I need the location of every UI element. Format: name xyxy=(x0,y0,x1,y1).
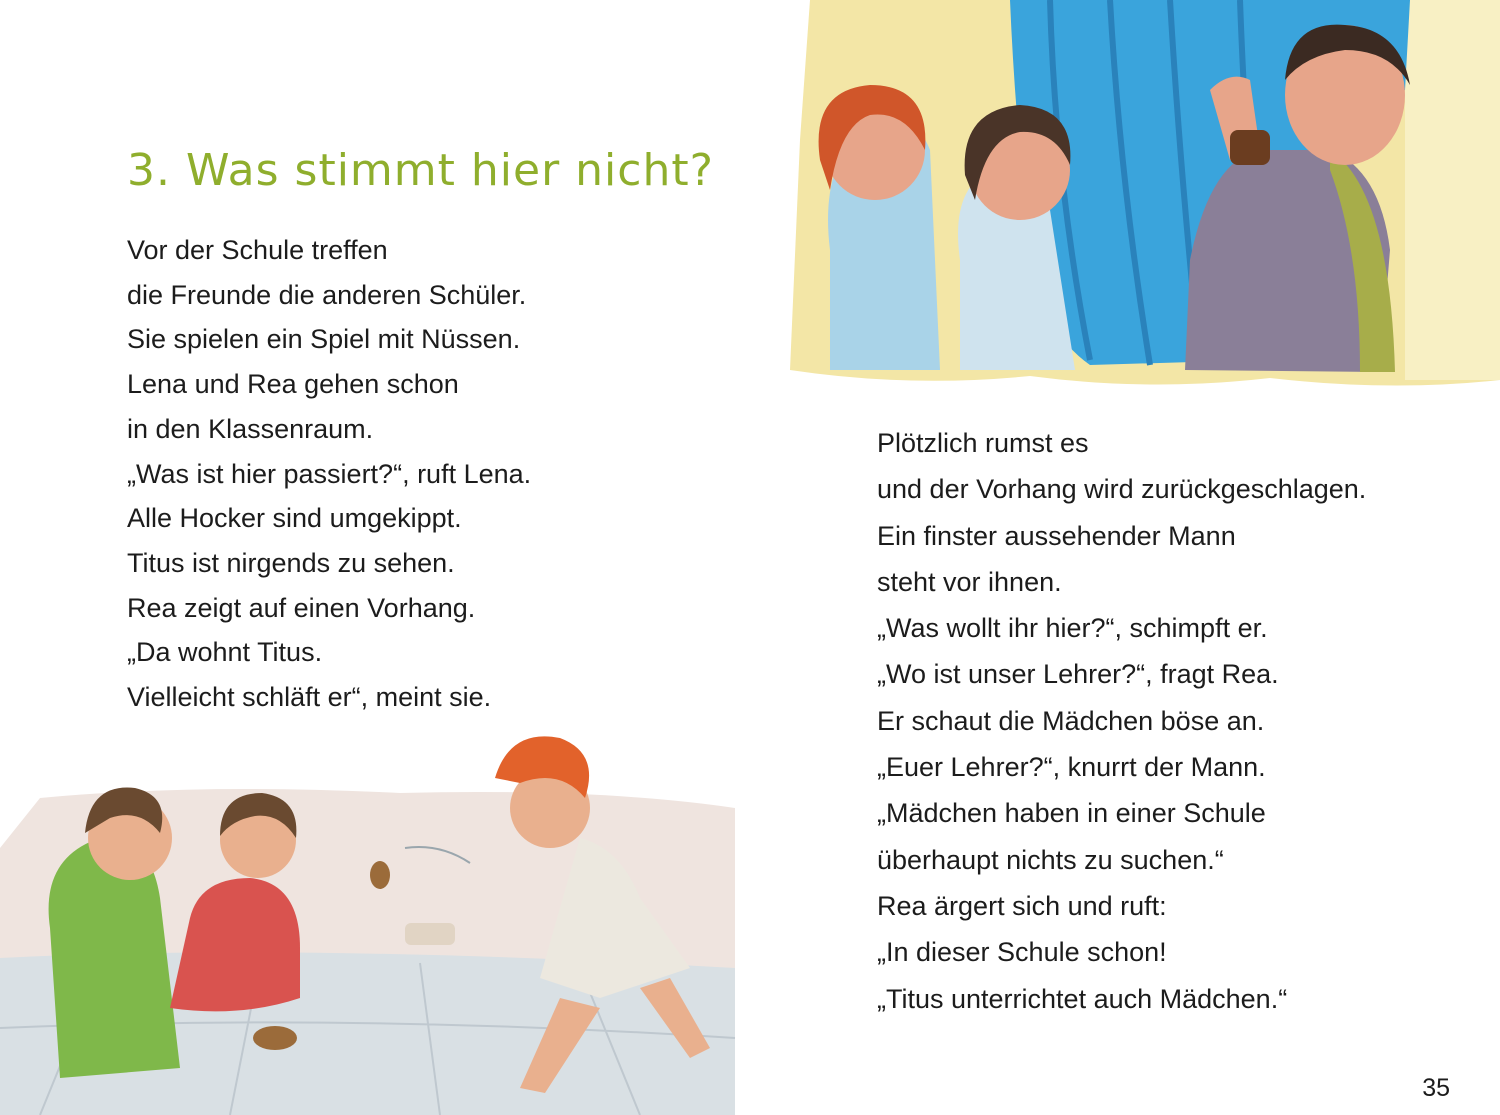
right-column-line: „Mädchen haben in einer Schule xyxy=(877,798,1266,829)
right-column-line: „Euer Lehrer?“, knurrt der Mann. xyxy=(877,752,1266,783)
illustration-nut-game-scene xyxy=(0,728,740,1115)
left-column-line: Vor der Schule treffen xyxy=(127,235,388,265)
illustration-curtain-scene xyxy=(790,0,1500,390)
right-column-line: überhaupt nichts zu suchen.“ xyxy=(877,844,1224,875)
left-column-line: Vielleicht schläft er“, meint sie. xyxy=(127,682,492,713)
right-column-line: Rea ärgert sich und ruft: xyxy=(877,890,1167,921)
page-number: 35 xyxy=(1422,1074,1450,1102)
left-column-line: „Was ist hier passiert?“, ruft Lena. xyxy=(127,458,532,489)
left-column-line: „Da wohnt Titus. xyxy=(127,637,323,668)
left-column-line: Rea zeigt auf einen Vorhang. xyxy=(127,592,476,623)
left-column-line: Alle Hocker sind umgekippt. xyxy=(127,503,462,534)
right-column-line: Ein finster aussehender Mann xyxy=(877,520,1236,551)
left-column-line: Sie spielen ein Spiel mit Nüssen. xyxy=(127,324,521,355)
right-column-line: „Titus unterrichtet auch Mädchen.“ xyxy=(877,983,1288,1014)
left-column-line: Titus ist nirgends zu sehen. xyxy=(127,547,455,578)
right-text-column xyxy=(877,420,1366,1022)
left-column-line: die Freunde die anderen Schüler. xyxy=(127,279,527,310)
right-column-line: Er schaut die Mädchen böse an. xyxy=(877,705,1265,736)
right-column-line: Plötzlich rumst es xyxy=(877,428,1089,458)
left-column-line: in den Klassenraum. xyxy=(127,413,374,444)
left-column-line: Lena und Rea gehen schon xyxy=(127,369,459,400)
right-column-line: „Wo ist unser Lehrer?“, fragt Rea. xyxy=(877,659,1279,690)
left-text-column xyxy=(127,228,531,720)
right-column-line: „In dieser Schule schon! xyxy=(877,937,1167,968)
right-column-line: „Was wollt ihr hier?“, schimpft er. xyxy=(877,613,1268,644)
right-column-line: und der Vorhang wird zurückgeschlagen. xyxy=(877,474,1367,505)
right-column-line: steht vor ihnen. xyxy=(877,566,1062,597)
chapter-heading: 3. Was stimmt hier nicht? xyxy=(127,145,714,196)
